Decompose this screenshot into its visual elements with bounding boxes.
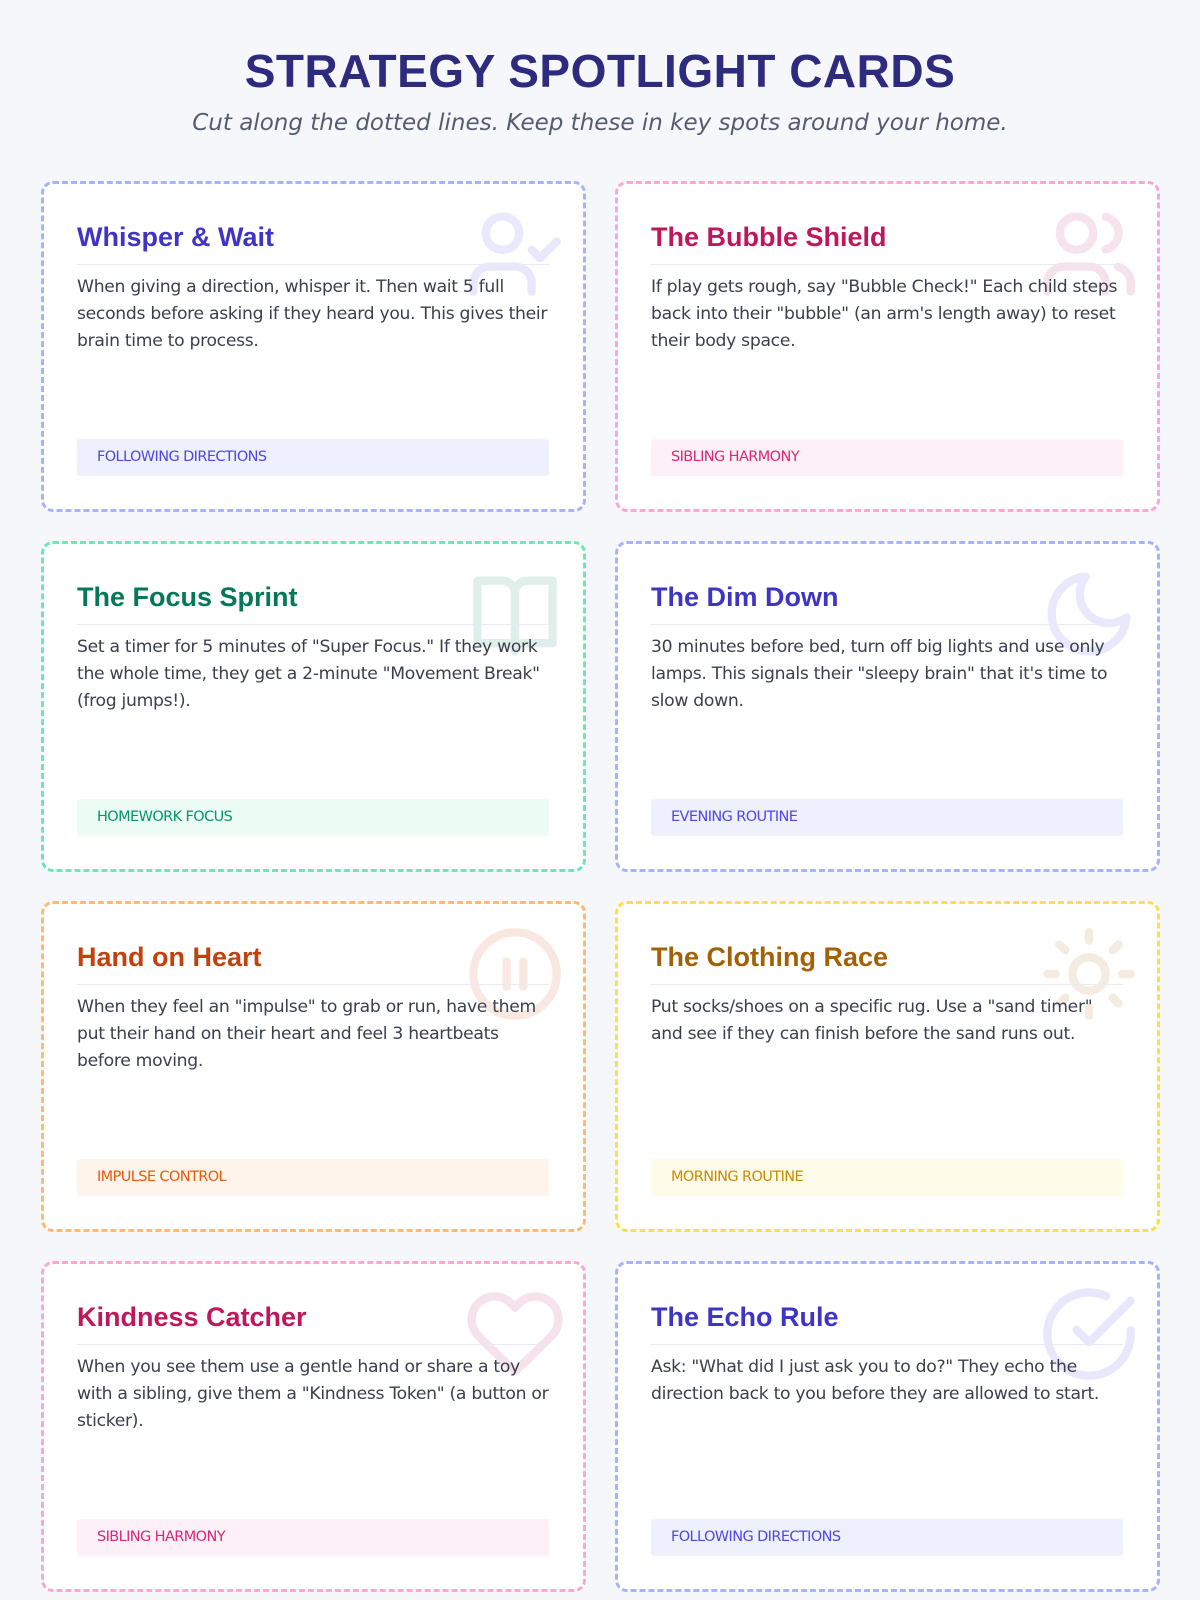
card-title: The Dim Down [651, 580, 1123, 625]
category-tag: IMPULSE CONTROL [77, 1159, 549, 1196]
card-title: Whisper & Wait [77, 220, 549, 265]
card-body: When you see them use a gentle hand or share a toy with a sibling, give them a "Kindness Token" (a button or sticker). [77, 1357, 549, 1431]
category-tag: MORNING ROUTINE [651, 1159, 1123, 1196]
card-title: The Bubble Shield [651, 220, 1123, 265]
card-body: If play gets rough, say "Bubble Check!" Each child steps back into their "bubble" (an arm's length away) to reset their body space. [651, 277, 1118, 351]
category-tag: SIBLING HARMONY [77, 1519, 549, 1556]
strategy-card-clothing-race [615, 901, 1160, 1232]
page-header [0, 42, 1200, 138]
strategy-card-echo-rule [615, 1261, 1160, 1592]
strategy-card-hand-on-heart [41, 901, 586, 1232]
card-title: The Focus Sprint [77, 580, 549, 625]
card-body: Put socks/shoes on a specific rug. Use a "sand timer" and see if they can finish before the sand runs out. [651, 997, 1093, 1044]
card-body: When they feel an "impulse" to grab or run, have them put their hand on their heart and feel 3 heartbeats before moving. [77, 997, 536, 1071]
category-tag: FOLLOWING DIRECTIONS [77, 439, 549, 476]
strategy-card-bubble-shield [615, 181, 1160, 512]
page-subtitle: Cut along the dotted lines. Keep these in key spots around your home. [192, 110, 1008, 136]
strategy-card-focus-sprint [41, 541, 586, 872]
card-grid [41, 181, 1160, 1592]
card-body: Ask: "What did I just ask you to do?" They echo the direction back to you before they are allowed to start. [651, 1357, 1100, 1404]
category-tag: HOMEWORK FOCUS [77, 799, 549, 836]
category-tag: FOLLOWING DIRECTIONS [651, 1519, 1123, 1556]
strategy-card-dim-down [615, 541, 1160, 872]
card-body: Set a timer for 5 minutes of "Super Focus." If they work the whole time, they get a 2-minute "Movement Break" (frog jumps!). [77, 637, 540, 711]
card-title: The Clothing Race [651, 940, 1123, 985]
card-title: The Echo Rule [651, 1300, 1123, 1345]
card-title: Kindness Catcher [77, 1300, 549, 1345]
page-title: STRATEGY SPOTLIGHT CARDS [244, 45, 956, 97]
strategy-card-kindness-catcher [41, 1261, 586, 1592]
category-tag: EVENING ROUTINE [651, 799, 1123, 836]
card-body: When giving a direction, whisper it. Then wait 5 full seconds before asking if they heard you. This gives their brain time to process. [77, 277, 548, 351]
card-title: Hand on Heart [77, 940, 549, 985]
strategy-card-whisper-wait [41, 181, 586, 512]
category-tag: SIBLING HARMONY [651, 439, 1123, 476]
card-body: 30 minutes before bed, turn off big lights and use only lamps. This signals their "sleepy brain" that it's time to slow down. [651, 637, 1108, 711]
